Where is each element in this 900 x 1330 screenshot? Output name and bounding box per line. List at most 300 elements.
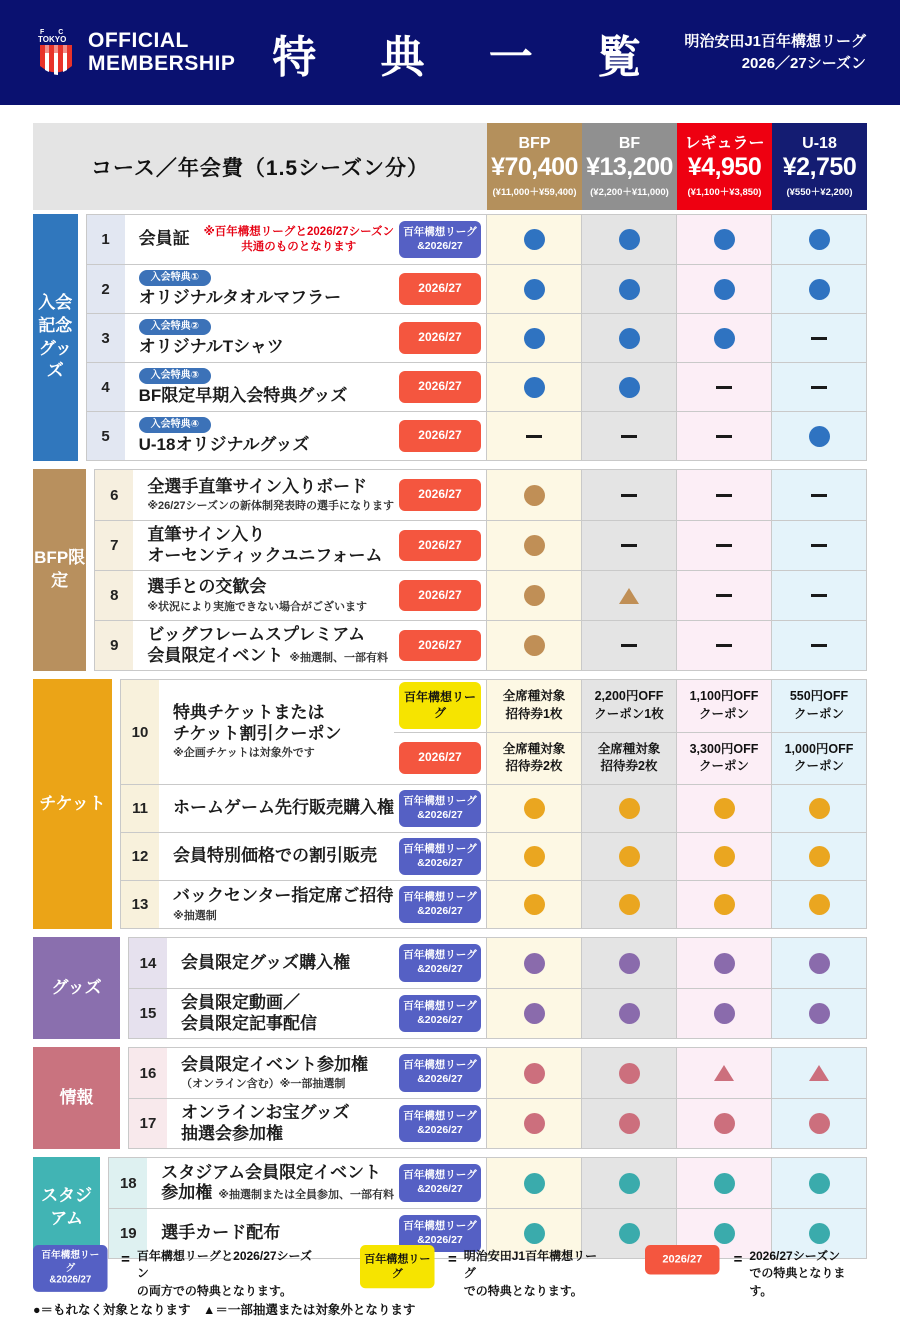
legend-item	[33, 1245, 322, 1300]
section-rows	[86, 214, 867, 461]
benefit-badge-both: 百年構想リーグ &2026/27	[399, 838, 481, 875]
covered-dot-icon	[619, 328, 640, 349]
coverage-cell	[581, 938, 676, 988]
not-covered-dash-icon	[811, 337, 827, 340]
coverage-cell	[486, 1099, 581, 1148]
coupon-value-text: 全席種対象 招待券2枚	[597, 741, 661, 774]
badge-cell	[394, 412, 486, 460]
coverage-cell	[676, 470, 771, 520]
benefit-title: バックセンター指定席ご招待	[173, 886, 394, 906]
benefit-name-cell	[133, 521, 394, 570]
benefit-badge-season: 2026/27	[645, 1245, 720, 1274]
covered-dot-icon	[524, 585, 545, 606]
benefit-badge-both: 百年構想リーグ &2026/27	[399, 1054, 481, 1091]
benefit-section	[33, 214, 867, 461]
benefit-name-cell	[125, 412, 394, 460]
page-title: 特 典 一 覧	[272, 32, 667, 82]
benefit-badge-both: 百年構想リーグ &2026/27	[399, 944, 481, 981]
covered-dot-icon	[809, 846, 830, 867]
benefit-note: ※企画チケットは対象外です	[173, 747, 315, 760]
coverage-cell	[676, 989, 771, 1038]
covered-dot-icon	[619, 798, 640, 819]
covered-dot-icon	[714, 953, 735, 974]
partial-triangle-icon	[619, 588, 639, 604]
benefit-title: ビッグフレームスプレミアム 会員限定イベント ※抽選制、一部有料	[147, 625, 389, 665]
benefit-name	[173, 798, 394, 818]
row-number: 6	[95, 470, 133, 520]
covered-dot-icon	[619, 1003, 640, 1024]
coverage-cell	[486, 314, 581, 362]
covered-dot-icon	[809, 426, 830, 447]
coverage-cell	[486, 1158, 581, 1208]
coverage-cell	[581, 412, 676, 460]
coupon-value-cell	[486, 680, 581, 732]
benefit-name	[147, 577, 367, 614]
benefit-note: ※抽選制、一部有料	[289, 651, 389, 664]
benefit-name-cell	[133, 571, 394, 620]
coverage-cell	[581, 1158, 676, 1208]
benefit-badge-both: 百年構想リーグ &2026/27	[399, 995, 481, 1032]
tier-header-bf	[582, 123, 677, 210]
benefit-badge-both: 百年構想リーグ &2026/27	[399, 1105, 481, 1142]
coverage-cell	[771, 881, 866, 928]
coverage-cell	[676, 215, 771, 264]
covered-dot-icon	[524, 229, 545, 250]
coverage-cell	[771, 1158, 866, 1208]
covered-dot-icon	[714, 1113, 735, 1134]
coverage-cell	[486, 785, 581, 832]
coverage-cell	[486, 1048, 581, 1098]
coverage-cell	[771, 571, 866, 620]
coupon-value-text: 全席種対象 招待券1枚	[502, 689, 566, 721]
covered-dot-icon	[524, 798, 545, 819]
coverage-cell	[676, 881, 771, 928]
covered-dot-icon	[809, 1173, 830, 1194]
category-label: 入会記念 グッズ	[33, 214, 78, 461]
not-covered-dash-icon	[716, 494, 732, 497]
enrollment-bonus-pill: 入会特典①	[139, 270, 211, 286]
benefit-section	[33, 469, 867, 671]
coverage-cell	[676, 1048, 771, 1098]
coverage-cell	[486, 470, 581, 520]
coverage-cell	[486, 363, 581, 411]
row-number: 8	[95, 571, 133, 620]
benefit-note: （オンライン含む）※一部抽選制	[181, 1078, 346, 1091]
benefit-name-cell	[125, 363, 394, 411]
legend-text: 明治安田J1百年構想リーグ での特典となります。	[463, 1249, 598, 1298]
benefit-name-cell	[167, 938, 394, 988]
covered-dot-icon	[524, 535, 545, 556]
table-row	[87, 411, 866, 460]
benefit-badge-league: 百年構想リーグ	[399, 682, 481, 729]
coverage-cell	[676, 571, 771, 620]
coverage-cell	[581, 215, 676, 264]
row-number: 2	[87, 265, 125, 313]
benefit-badge-both: 百年構想リーグ &2026/27	[399, 886, 481, 923]
benefit-badge-season: 2026/27	[399, 420, 481, 452]
coverage-cell	[581, 470, 676, 520]
tier-name: BFP	[518, 135, 551, 153]
not-covered-dash-icon	[716, 594, 732, 597]
row-number: 15	[129, 989, 167, 1038]
svg-text:TOKYO: TOKYO	[38, 34, 67, 44]
benefit-section	[33, 1157, 867, 1259]
benefit-title: 特典チケットまたは チケット割引クーポン	[173, 703, 342, 743]
covered-dot-icon	[619, 953, 640, 974]
row-number: 18	[109, 1158, 147, 1208]
row-number: 12	[121, 833, 159, 880]
course-label: コース／年会費（1.5シーズン分）	[33, 123, 487, 210]
covered-dot-icon	[619, 377, 640, 398]
benefit-name-cell	[133, 470, 394, 520]
equals-sign: =	[447, 1251, 457, 1268]
benefit-badge-both: 百年構想リーグ &2026/27	[399, 1164, 481, 1201]
coverage-cell	[486, 521, 581, 570]
coverage-cell	[486, 881, 581, 928]
badge-cell	[394, 1158, 486, 1208]
coupon-subrow	[394, 732, 866, 785]
benefit-title: 選手との交歓会	[147, 577, 267, 597]
covered-dot-icon	[809, 229, 830, 250]
covered-dot-icon	[619, 279, 640, 300]
coverage-cell	[486, 571, 581, 620]
benefit-title: オンラインお宝グッズ 抽選会参加権	[181, 1103, 350, 1143]
badge-cell	[394, 314, 486, 362]
coverage-cell	[676, 621, 771, 670]
benefit-name-cell	[133, 621, 394, 670]
coverage-cell	[771, 215, 866, 264]
not-covered-dash-icon	[811, 544, 827, 547]
badge-cell	[394, 680, 486, 732]
equals-sign: =	[121, 1251, 130, 1268]
legend-item	[360, 1245, 608, 1300]
coverage-cell	[676, 1158, 771, 1208]
covered-dot-icon	[714, 328, 735, 349]
badge-cell	[394, 1099, 486, 1148]
badge-cell	[394, 1048, 486, 1098]
benefit-title: 会員限定イベント参加権	[181, 1054, 368, 1074]
coverage-cell	[581, 314, 676, 362]
benefit-title: 会員限定動画／ 会員限定記事配信	[181, 993, 317, 1033]
benefit-title: 会員限定グッズ購入権	[181, 952, 351, 972]
legend-text: 2026/27シーズン での特典となります。	[749, 1249, 846, 1298]
coverage-cell	[676, 314, 771, 362]
covered-dot-icon	[524, 328, 545, 349]
tier-header-u-18	[772, 123, 867, 210]
tier-price-breakdown: (¥11,000＋¥59,400)	[492, 186, 577, 198]
benefit-title: ホームゲーム先行販売購入権	[173, 798, 394, 818]
row-number: 4	[87, 363, 125, 411]
coupon-value-cell	[771, 733, 866, 785]
tier-price-breakdown: (¥550＋¥2,200)	[786, 186, 853, 198]
coverage-cell	[581, 833, 676, 880]
legend-text: 百年構想リーグと2026/27シーズン の両方での特典となります。	[136, 1249, 312, 1298]
section-rows	[120, 679, 867, 929]
table-row	[129, 988, 866, 1038]
coverage-cell	[581, 363, 676, 411]
not-covered-dash-icon	[811, 644, 827, 647]
coupon-subrow	[394, 680, 866, 732]
benefit-title: 会員特別価格での割引販売	[173, 846, 377, 866]
benefit-name-cell	[167, 989, 394, 1038]
table-row	[121, 880, 866, 928]
benefit-name	[173, 886, 393, 923]
benefit-badge-season: 2026/27	[399, 479, 481, 511]
benefit-badge-season: 2026/27	[399, 273, 481, 305]
tier-price-breakdown: (¥2,200＋¥11,000)	[590, 186, 669, 198]
coverage-cell	[486, 412, 581, 460]
table-row	[87, 215, 866, 264]
covered-dot-icon	[809, 1003, 830, 1024]
benefit-badge-season: 2026/27	[399, 530, 481, 562]
row-number: 13	[121, 881, 159, 928]
benefit-name	[139, 229, 190, 249]
not-covered-dash-icon	[526, 435, 542, 438]
covered-dot-icon	[714, 229, 735, 250]
coverage-cell	[771, 521, 866, 570]
category-label: 情報	[33, 1047, 120, 1149]
benefit-name-cell	[159, 881, 394, 928]
badge-cell	[394, 470, 486, 520]
coverage-cell	[676, 412, 771, 460]
row-number: 9	[95, 621, 133, 670]
category-label: BFP限定	[33, 469, 86, 671]
partial-triangle-icon	[714, 1065, 734, 1081]
benefit-title: 会員証	[138, 229, 190, 249]
benefit-name	[173, 846, 377, 866]
benefit-note: ※抽選制または全員参加、一部有料	[218, 1189, 394, 1201]
benefit-name	[139, 270, 341, 308]
coverage-cell	[771, 833, 866, 880]
covered-dot-icon	[714, 1173, 735, 1194]
benefit-badge-season: 2026/27	[399, 371, 481, 403]
benefit-badge-league: 百年構想リーグ	[360, 1245, 435, 1288]
benefit-badge-both: 百年構想リーグ &2026/27	[399, 221, 481, 258]
covered-dot-icon	[809, 894, 830, 915]
benefit-badge-season: 2026/27	[399, 322, 481, 354]
coupon-value-cell	[486, 733, 581, 785]
benefit-name	[147, 525, 382, 566]
covered-dot-icon	[524, 377, 545, 398]
table-row	[121, 784, 866, 832]
badge-cell	[394, 571, 486, 620]
coupon-value-text: 550円OFF クーポン	[789, 689, 849, 721]
coupon-value-cell	[771, 680, 866, 732]
covered-dot-icon	[524, 485, 545, 506]
table-row	[95, 470, 866, 520]
benefit-red-note: ※百年構想リーグと2026/27シーズン 共通のものとなります	[203, 225, 394, 253]
banner-season-name: 2026／27シーズン	[741, 54, 866, 72]
benefit-title: オリジナルTシャツ	[138, 336, 284, 356]
coverage-cell	[486, 938, 581, 988]
badge-cell	[394, 833, 486, 880]
benefits-table	[33, 214, 867, 1267]
covered-dot-icon	[619, 1113, 640, 1134]
coupon-value-cell	[676, 733, 771, 785]
table-row	[121, 832, 866, 880]
covered-dot-icon	[714, 1223, 735, 1244]
coverage-cell	[771, 1099, 866, 1148]
badge-cell	[394, 363, 486, 411]
benefit-title: BF限定早期入会特典グッズ	[138, 385, 348, 405]
coupon-value-text: 1,100円OFF クーポン	[689, 689, 759, 721]
covered-dot-icon	[714, 798, 735, 819]
covered-dot-icon	[619, 1223, 640, 1244]
table-row	[95, 520, 866, 570]
benefit-badge-season: 2026/27	[399, 630, 481, 662]
covered-dot-icon	[809, 279, 830, 300]
coverage-cell	[771, 1048, 866, 1098]
tier-price: ¥13,200	[586, 152, 673, 181]
banner-league-name: 明治安田J1百年構想リーグ	[684, 32, 866, 50]
table-row	[129, 1098, 866, 1148]
row-number: 19	[109, 1209, 147, 1258]
table-row	[87, 313, 866, 362]
benefit-badge-both: 百年構想リーグ &2026/27	[399, 790, 481, 827]
not-covered-dash-icon	[811, 494, 827, 497]
coverage-cell	[676, 833, 771, 880]
benefit-name	[139, 368, 348, 406]
tier-header-レギュラー	[677, 123, 772, 210]
benefit-name	[181, 1103, 350, 1144]
marks-note: ●＝もれなく対象となります ▲＝一部抽選または対象外となります	[33, 1303, 416, 1317]
enrollment-bonus-pill: 入会特典④	[139, 417, 211, 433]
category-label: グッズ	[33, 937, 120, 1039]
legend	[33, 1245, 867, 1300]
row-number: 16	[129, 1048, 167, 1098]
coupon-value-text: 全席種対象 招待券2枚	[502, 741, 566, 774]
category-label: スタジアム	[33, 1157, 100, 1259]
coupon-value-cell	[581, 733, 676, 785]
covered-dot-icon	[524, 279, 545, 300]
coverage-cell	[676, 363, 771, 411]
covered-dot-icon	[619, 1063, 640, 1084]
badge-cell	[394, 989, 486, 1038]
not-covered-dash-icon	[621, 644, 637, 647]
not-covered-dash-icon	[716, 644, 732, 647]
covered-dot-icon	[524, 1003, 545, 1024]
row-number: 3	[87, 314, 125, 362]
coverage-cell	[771, 314, 866, 362]
coverage-cell	[676, 1099, 771, 1148]
coverage-cell	[581, 621, 676, 670]
coverage-cell	[486, 621, 581, 670]
equals-sign: =	[733, 1251, 743, 1268]
coverage-cell	[581, 1048, 676, 1098]
not-covered-dash-icon	[621, 544, 637, 547]
benefit-name	[181, 993, 317, 1034]
tier-price: ¥70,400	[491, 152, 578, 181]
coverage-cell	[676, 785, 771, 832]
benefit-name-cell	[167, 1048, 394, 1098]
tier-name: BF	[618, 135, 641, 153]
coverage-cell	[676, 938, 771, 988]
badge-cell	[394, 521, 486, 570]
benefit-title: オリジナルタオルマフラー	[138, 287, 342, 307]
coverage-cell	[486, 265, 581, 313]
row-number: 1	[87, 215, 125, 264]
tier-price-breakdown: (¥1,100＋¥3,850)	[687, 186, 762, 198]
covered-dot-icon	[809, 953, 830, 974]
not-covered-dash-icon	[621, 494, 637, 497]
legend-item	[645, 1245, 867, 1300]
coverage-cell	[581, 265, 676, 313]
coupon-value-text: 1,000円OFF クーポン	[784, 741, 854, 774]
covered-dot-icon	[619, 846, 640, 867]
coverage-cell	[771, 938, 866, 988]
benefit-title: 選手カード配布	[161, 1223, 281, 1243]
table-row	[121, 680, 866, 784]
price-header	[33, 123, 867, 210]
coverage-cell	[676, 265, 771, 313]
benefit-name	[161, 1163, 394, 1204]
coupon-value-text: 3,300円OFF クーポン	[689, 741, 759, 774]
benefit-name	[173, 703, 341, 760]
table-row	[87, 362, 866, 411]
covered-dot-icon	[619, 894, 640, 915]
coverage-cell	[771, 470, 866, 520]
fc-tokyo-crest-icon	[34, 26, 78, 80]
benefit-name	[139, 417, 310, 455]
benefit-note: ※状況により実施できない場合がございます	[147, 600, 368, 613]
benefit-name-cell	[125, 215, 394, 264]
covered-dot-icon	[714, 279, 735, 300]
benefit-name-cell	[125, 265, 394, 313]
benefit-section	[33, 1047, 867, 1149]
table-row	[129, 1048, 866, 1098]
coverage-cell	[771, 363, 866, 411]
table-row	[95, 570, 866, 620]
section-rows	[94, 469, 867, 671]
coverage-cell	[581, 785, 676, 832]
not-covered-dash-icon	[811, 386, 827, 389]
covered-dot-icon	[524, 635, 545, 656]
tier-name: レギュラー	[684, 135, 765, 153]
benefit-note: ※抽選制	[173, 909, 217, 922]
coupon-value-text: 2,200円OFF クーポン1枚	[594, 689, 664, 721]
tier-price: ¥4,950	[687, 152, 762, 181]
covered-dot-icon	[809, 1113, 830, 1134]
covered-dot-icon	[619, 1173, 640, 1194]
partial-triangle-icon	[809, 1065, 829, 1081]
benefit-section	[33, 679, 867, 929]
coverage-cell	[771, 412, 866, 460]
covered-dot-icon	[524, 894, 545, 915]
benefit-title: 全選手直筆サイン入りボード	[147, 476, 368, 496]
coverage-cell	[486, 989, 581, 1038]
tier-name: U-18	[802, 135, 837, 153]
badge-cell	[394, 621, 486, 670]
covered-dot-icon	[809, 798, 830, 819]
covered-dot-icon	[619, 229, 640, 250]
benefit-note: ※26/27シーズンの新体制発表時の選手になります	[147, 500, 394, 513]
not-covered-dash-icon	[811, 594, 827, 597]
category-label: チケット	[33, 679, 112, 929]
benefit-badge-both: 百年構想リーグ &2026/27	[399, 1215, 481, 1252]
benefit-name-cell	[159, 680, 394, 784]
banner-season-info	[667, 31, 866, 75]
coverage-cell	[486, 215, 581, 264]
section-rows	[128, 937, 867, 1039]
row-number: 14	[129, 938, 167, 988]
badge-cell	[394, 215, 486, 264]
benefit-badge-season: 2026/27	[399, 742, 481, 774]
brand-block	[34, 26, 246, 80]
benefit-name	[147, 477, 394, 514]
covered-dot-icon	[714, 846, 735, 867]
covered-dot-icon	[524, 1223, 545, 1244]
benefit-name	[161, 1223, 280, 1243]
